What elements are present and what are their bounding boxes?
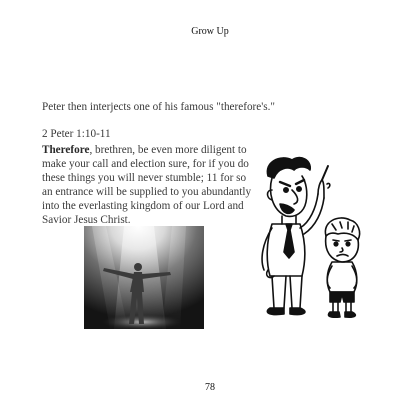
scripture-line-text: these things you will never stumble; 11 for so [42, 172, 247, 185]
scripture-line-text: , brethren, be even more diligent to [89, 144, 247, 156]
scripture-keyword: Therefore [42, 144, 90, 156]
scripture-line-text: Savior Jesus Christ. [42, 214, 131, 227]
boy-figure [325, 218, 359, 317]
page-number: 78 [205, 382, 215, 393]
spotlight-photo-svg [84, 226, 204, 329]
scripture-line-text: an entrance will be supplied to you abundantly [42, 186, 252, 199]
running-header: Grow Up [191, 26, 229, 37]
spotlight-figure-photo [84, 226, 204, 329]
scripture-reference: 2 Peter 1:10-11 [42, 128, 111, 140]
intro-paragraph: Peter then interjects one of his famous "therefore's." [42, 101, 275, 113]
scolding-cartoon [234, 152, 374, 322]
scripture-line-text: make your call and election sure, for if you do [42, 158, 249, 171]
cartoon-svg [234, 152, 374, 322]
scripture-line-text: into the everlasting kingdom of our Lord and [42, 200, 244, 213]
father-figure [262, 158, 330, 315]
